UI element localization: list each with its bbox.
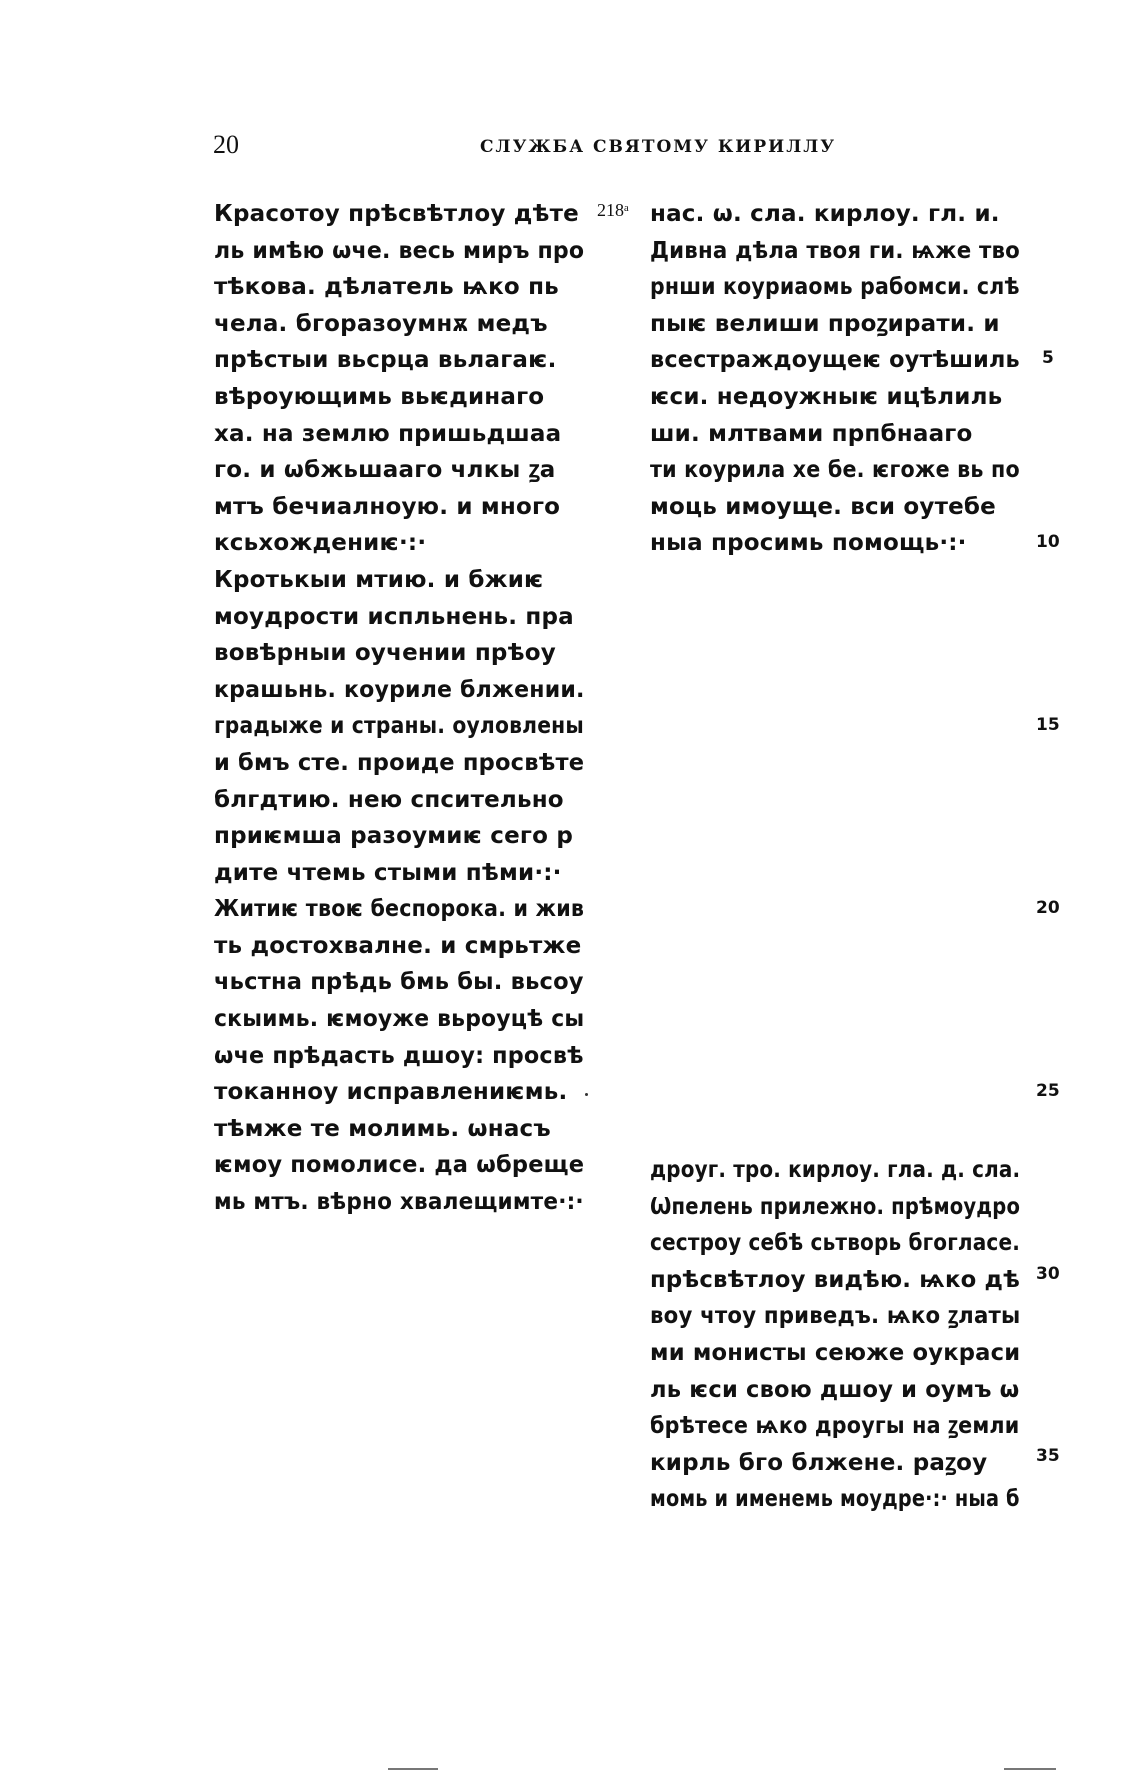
text-line: брѣтесе ѩко дроугы на ꙁемли — [650, 1413, 1020, 1440]
running-title: СЛУЖБА СВЯТОМУ КИРИЛЛУ — [480, 137, 837, 157]
text-line: прѣстыи вьсрца вьлагаѥ. — [214, 347, 557, 374]
text-line: ль ѥси свою дшоу и оумъ ѡ — [650, 1376, 1020, 1403]
text-line: тѣкова. дѣлатель ѩко пь — [214, 274, 559, 301]
text-line: моць имоуще. вси оутебе — [650, 493, 996, 520]
right-text-column-top — [650, 196, 1020, 562]
line-number-35: 35 — [1036, 1446, 1060, 1466]
text-line: Красотоу прѣсвѣтлоу дѣте — [214, 201, 579, 227]
line-number-25: 25 — [1036, 1081, 1060, 1101]
text-line: сестроу себѣ сьтворь бгогласе. — [650, 1230, 1020, 1257]
line-number-20: 20 — [1036, 898, 1060, 918]
footer-mark-left — [388, 1768, 438, 1770]
text-line: пыѥ велиши проꙁирати. и — [650, 310, 1000, 337]
text-line: моудрости испльнень. пра — [214, 603, 574, 630]
text-line: кирль бго блжене. раꙁоу — [650, 1449, 988, 1476]
text-line: чела. бгоразоумнѫ медъ — [214, 310, 548, 337]
text-line: вѣроующимь вьѥдинаго — [214, 383, 545, 410]
left-text-column — [214, 196, 584, 1221]
text-line: ѡче прѣдасть дшоу: просвѣ — [214, 1042, 584, 1069]
text-line: Житиѥ твоѥ беспорока. и жив — [214, 896, 585, 923]
text-line: ха. на землю пришьдшаа — [214, 420, 562, 447]
text-line: тѣмже те молимь. ѡнасъ — [214, 1115, 551, 1142]
text-line: го. и ѡбжьшааго члкы ꙁа — [214, 457, 556, 484]
footer-mark-right — [1004, 1768, 1056, 1770]
text-line: мтъ бечиалноую. и много — [214, 493, 561, 520]
text-line: и бмъ сте. проиде просвѣте — [214, 749, 585, 776]
text-line: мь мтъ. вѣрно хвалещимте·:· — [214, 1189, 584, 1216]
text-line: скыимь. ѥмоуже вьроуцѣ сы — [214, 1006, 585, 1033]
text-line: приѥмша разоумиѥ сего р — [214, 823, 574, 850]
text-line: дроуг. тро. кирлоу. гла. д. сла. — [650, 1157, 1021, 1183]
line-number-30: 30 — [1036, 1264, 1060, 1284]
text-line: ти коурила хе бе. ѥгоже вь по — [650, 457, 1020, 484]
text-line: нас. ѡ. сла. кирлоу. гл. и. — [650, 201, 1000, 227]
text-line: Кротькыи мтию. и бжиѥ — [214, 566, 544, 593]
text-line: вовѣрныи оучении прѣоу — [214, 640, 556, 667]
text-line: всестраждоущеѥ оутѣшиль — [650, 347, 1020, 374]
text-line: градыже и страны. оуловлены — [214, 713, 584, 740]
text-line: ми монисты сеюже оукраси — [650, 1339, 1021, 1366]
line-number-15: 15 — [1036, 715, 1060, 735]
right-text-column-bottom — [650, 1152, 1020, 1518]
folio-marker: 218ᵃ — [597, 200, 629, 220]
text-line: чьстна прѣдь бмь бы. вьсоу — [214, 969, 584, 996]
scan-speck — [585, 1093, 588, 1096]
text-line: крашьнь. коуриле блжении. — [214, 676, 585, 703]
text-line: токанноу исправлениѥмь. — [214, 1079, 568, 1106]
text-line: ѥси. недоужныѥ ицѣлиль — [650, 383, 1003, 410]
text-line: Ѡпелень прилежно. прѣмоудро — [650, 1193, 1021, 1220]
text-line: рнши коуриаомь рабомси. слѣ — [650, 274, 1020, 301]
line-number-5: 5 — [1042, 348, 1054, 368]
text-line: ныа просимь помощь·:· — [650, 530, 967, 557]
page-number: 20 — [213, 130, 239, 159]
text-line: ль имѣю ѡче. весь миръ про — [214, 237, 585, 264]
text-line: Дивна дѣла твоя ги. ѩже тво — [650, 237, 1021, 264]
text-line: прѣсвѣтлоу видѣю. ѩко дѣ — [650, 1266, 1021, 1293]
text-line: ши. млтвами прпбнааго — [650, 420, 973, 447]
text-line: ть достохвалне. и смрьтже — [214, 932, 582, 959]
text-line: дите чтемь стыми пѣми·:· — [214, 859, 562, 886]
text-line: ксьхождениѥ·:· — [214, 530, 427, 557]
text-line: воу чтоу приведъ. ѩко ꙁлаты — [650, 1303, 1021, 1330]
text-line: блгдтию. нею спсительно — [214, 786, 564, 813]
text-line: момь и именемь моудре·:· ныа б — [650, 1486, 1020, 1513]
text-line: ѥмоу помолисе. да ѡбреще — [214, 1152, 585, 1179]
line-number-10: 10 — [1036, 532, 1060, 552]
